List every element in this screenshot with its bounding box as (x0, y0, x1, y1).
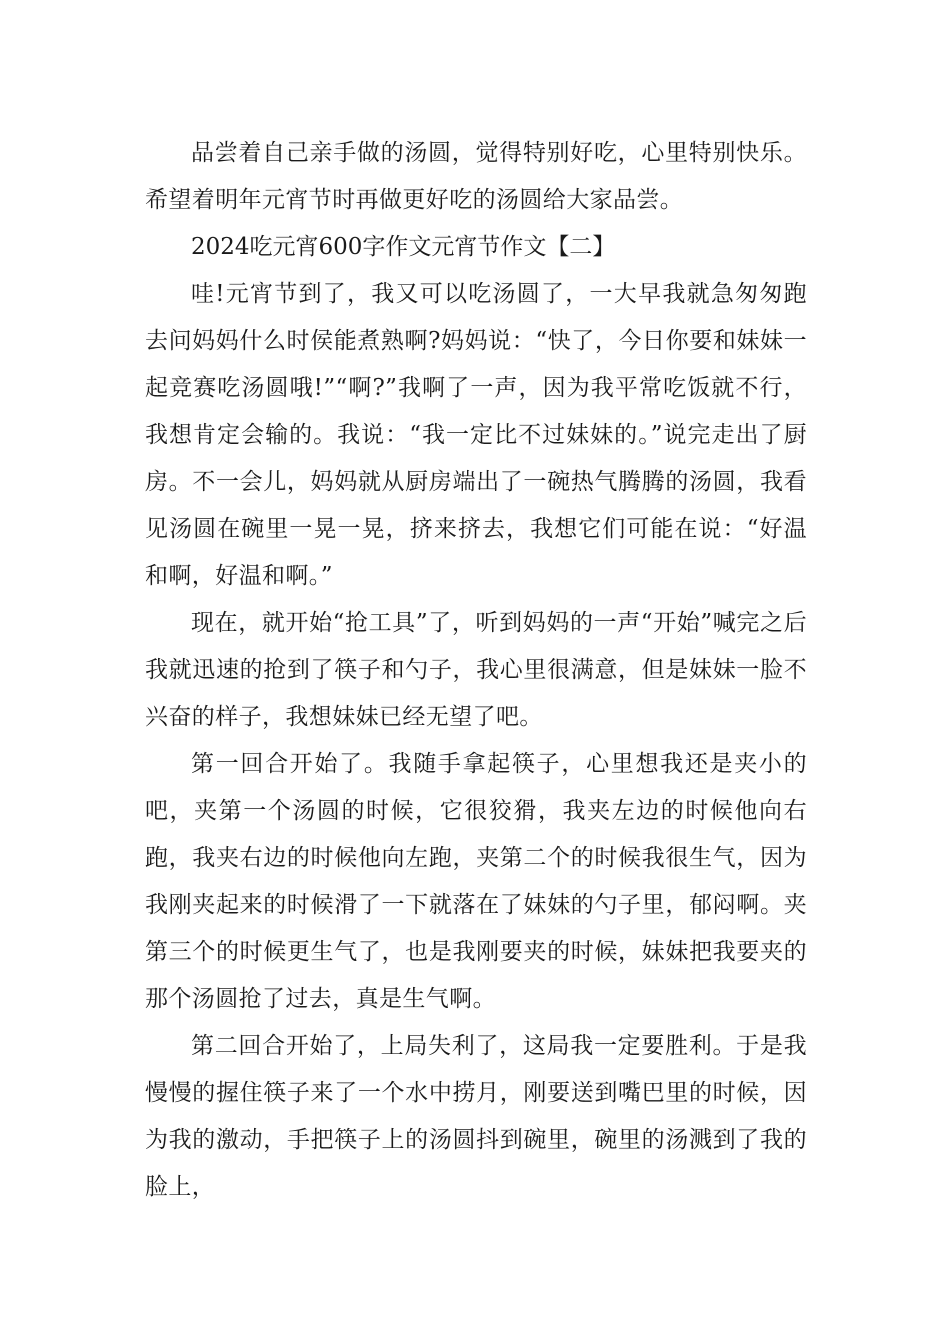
body-paragraph: 第二回合开始了，上局失利了，这局我一定要胜利。于是我慢慢的握住筷子来了一个水中捞月，刚要送到嘴巴里的时候，因为我的激动，手把筷子上的汤圆抖到碗里，碗里的汤溅到了我的脸上， (145, 1033, 807, 1200)
body-paragraph: 现在，就开始“抢工具”了，听到妈妈的一声“开始”喊完之后我就迅速的抢到了筷子和勺子，我心里很满意，但是妹妹一脸不兴奋的样子，我想妹妹已经无望了吧。 (145, 610, 807, 730)
section-heading: 2024吃元宵600字作文元宵节作文【二】 (191, 234, 616, 260)
body-paragraph: 哇!元宵节到了，我又可以吃汤圆了，一大早我就急匆匆跑去问妈妈什么时侯能煮熟啊?妈妈说：“快了，今日你要和妹妹一起竞赛吃汤圆哦!”“啊?”我啊了一声，因为我平常吃饭就不行，我想肯定会输的。我说：“我一定比不过妹妹的。”说完走出了厨房。不一会儿，妈妈就从厨房端出了一碗热气腾腾的汤圆，我看见汤圆在碗里一晃一晃，挤来挤去，我想它们可能在说：“好温和啊，好温和啊。” (145, 281, 807, 589)
body-paragraph: 第一回合开始了。我随手拿起筷子，心里想我还是夹小的吧，夹第一个汤圆的时候，它很狡猾，我夹左边的时候他向右跑，我夹右边的时候他向左跑，夹第二个的时候我很生气，因为我刚夹起来的时候滑了一下就落在了妹妹的勺子里，郁闷啊。夹第三个的时候更生气了，也是我刚要夹的时候，妹妹把我要夹的那个汤圆抢了过去，真是生气啊。 (145, 751, 807, 1012)
document-body (145, 130, 807, 1211)
body-paragraph: 品尝着自己亲手做的汤圆，觉得特别好吃，心里特别快乐。希望着明年元宵节时再做更好吃的汤圆给大家品尝。 (145, 140, 807, 213)
